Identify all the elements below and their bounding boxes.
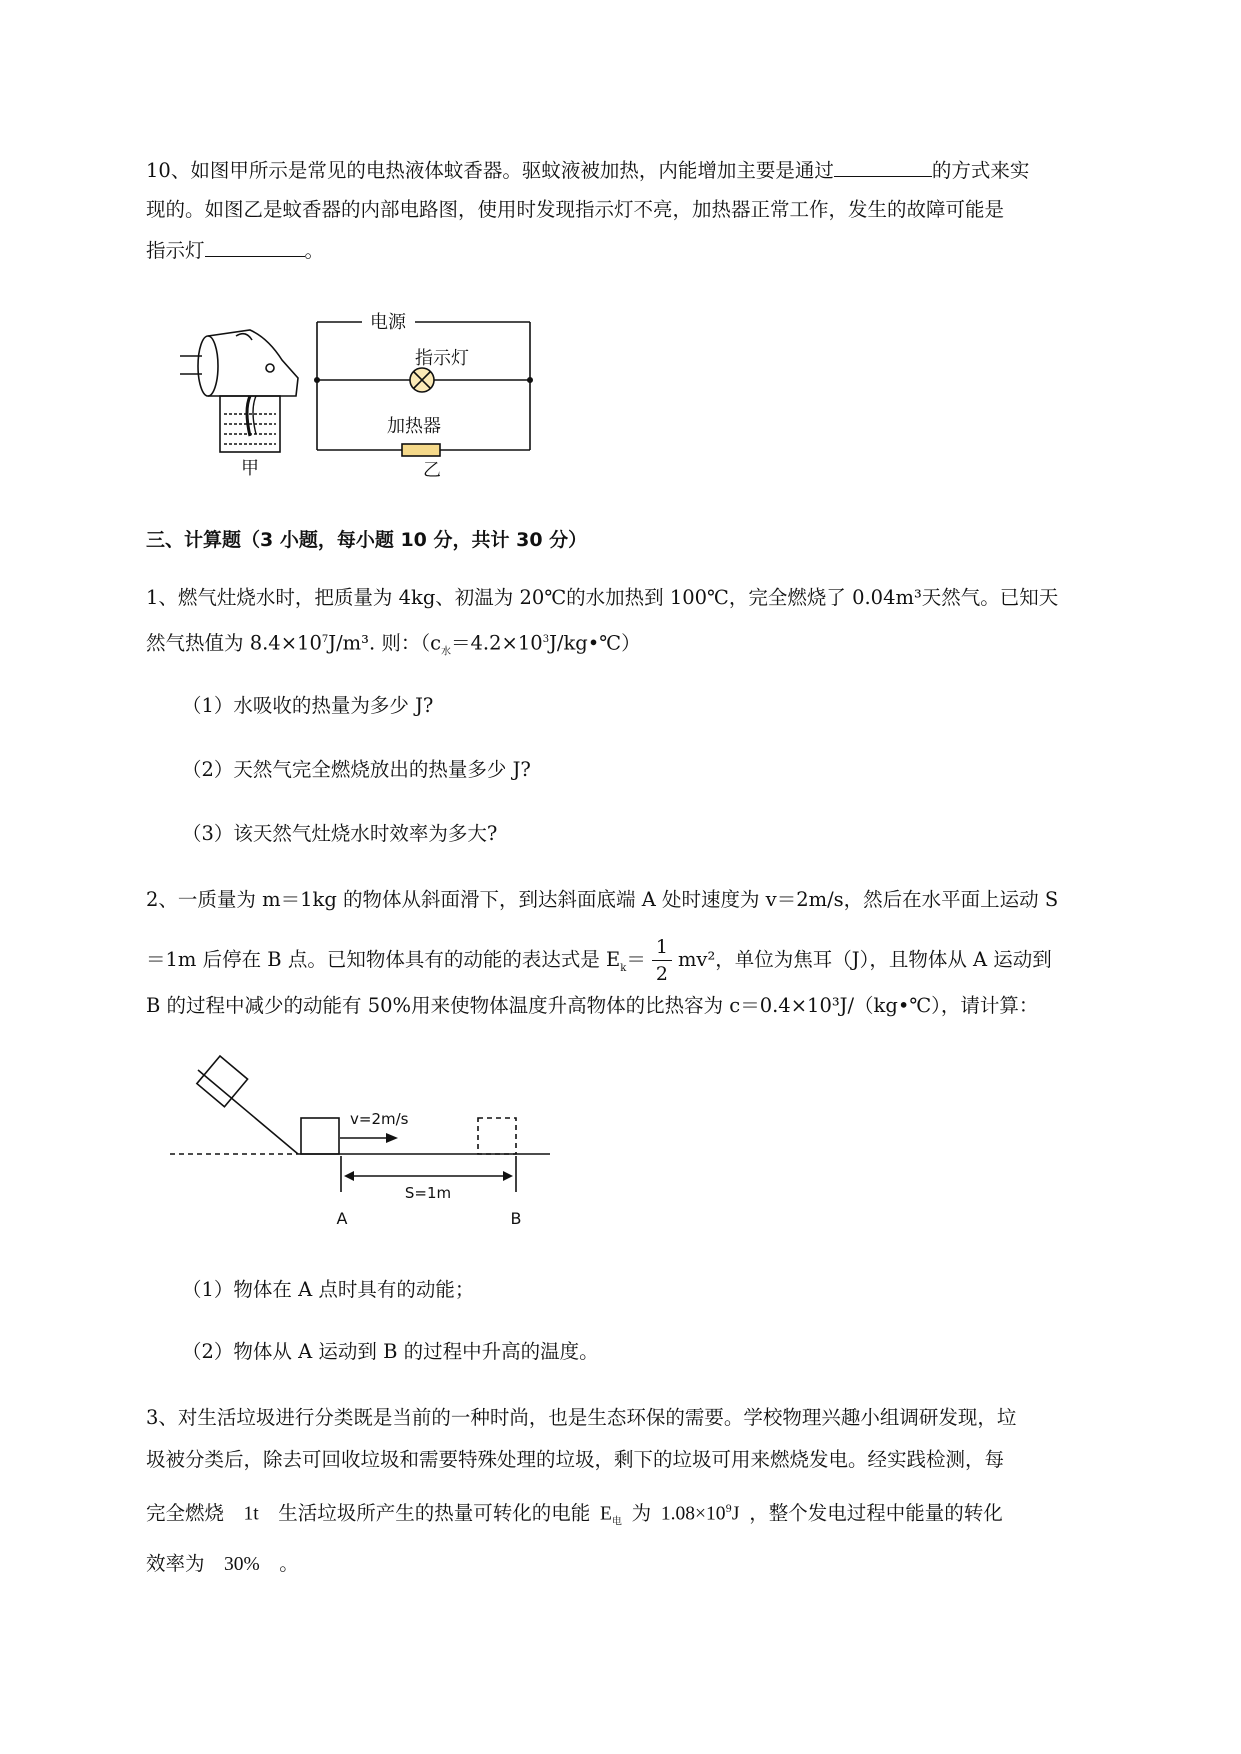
heater-resistor [402,444,440,456]
label-power: 电源 [370,312,406,333]
point-a-label: A [336,1209,348,1228]
p1-question-3: （3）该天然气灶烧水时效率为多大? [182,822,498,845]
point-b-label: B [510,1209,522,1228]
q10-text-3b: 。 [304,239,325,262]
label-heater: 加热器 [387,416,441,437]
p3-energy-value: 1.08×10 [660,1503,726,1525]
q10-line-3 [146,236,1146,265]
distance-arrowhead-right [503,1171,513,1181]
incline-line [198,1070,298,1154]
p2-line-2 [146,934,1146,987]
p3-energy-unit: J [731,1503,740,1525]
p2-question-2: （2）物体从 A 运动到 B 的过程中升高的温度。 [182,1340,599,1363]
q10-line-2: 现的。如图乙是蚊香器的内部电路图，使用时发现指示灯不亮，加热器正常工作，发生的故障可能是 [146,198,1005,221]
p3-text-4a: 效率为 [146,1552,205,1575]
answer-blank-1[interactable] [834,156,932,177]
distance-label: S=1m [404,1184,452,1202]
junction-right [527,377,533,383]
p3-text-3b: 生活垃圾所产生的热量可转化的电能 [278,1501,591,1525]
p3-energy-sub: 电 [611,1516,622,1528]
block-at-a [301,1118,339,1154]
q10-line-1 [146,156,1146,185]
figure-incline-motion [170,1052,570,1232]
distance-arrowhead-left [344,1171,354,1181]
section-heading: 三、计算题（3 小题，每小题 10 分，共计 30 分） [146,529,588,551]
p2-text-2c: mv²，单位为焦耳（J），且物体从 A 运动到 [677,948,1052,971]
p3-text-3c: 为 [631,1501,652,1525]
p2-line-1: 2、一质量为 m＝1kg 的物体从斜面滑下，到达斜面底端 A 处时速度为 v＝2m/s，然后在水平面上运动 S [146,888,1059,911]
answer-blank-2[interactable] [205,236,305,257]
junction-left [314,377,320,383]
p2-text-2b: ＝ [626,948,646,971]
p2-question-1: （1）物体在 A 点时具有的动能； [182,1278,475,1301]
p1-sub-water: 水 [441,646,452,658]
mosquito-heater-device [180,330,298,452]
q10-text-3a: 指示灯 [146,239,205,262]
p1-question-2: （2）天然气完全燃烧放出的热量多少 J? [182,758,531,781]
q10-text-1a: 10、如图甲所示是常见的电热液体蚊香器。驱蚊液被加热，内能增加主要是通过 [146,159,834,182]
p1-line-1: 1、燃气灶烧水时，把质量为 4kg、初温为 20℃的水加热到 100℃，完全燃烧了 0.04m³天然气。已知天 [146,586,1059,609]
p2-line-3: B 的过程中减少的动能有 50%用来使物体温度升高物体的比热容为 c＝0.4×10³J/（kg•℃），请计算： [146,994,1039,1017]
fraction-denominator: 2 [655,963,668,985]
p1-text-2b: J/m³. 则：（c [328,631,442,655]
p3-line-4 [146,1550,1146,1579]
p1-text-2d: J/kg•℃） [549,631,641,655]
p1-line-2 [146,626,1146,666]
p1-question-1: （1）水吸收的热量为多少 J? [182,694,434,717]
p1-text-2a: 然气热值为 8.4×10 [146,631,322,655]
p3-line-3 [146,1496,1146,1536]
p2-text-2a: ＝1m 后停在 B 点。已知物体具有的动能的表达式是 E [146,948,621,971]
p3-mass: 1t [243,1503,259,1525]
q10-text-1b: 的方式来实 [931,159,1030,182]
p1-exp-1: 7 [321,634,329,645]
velocity-label: v=2m/s [350,1110,409,1128]
figure-heater-circuit [170,300,550,480]
p3-text-3a: 完全燃烧 [146,1501,225,1525]
p3-efficiency: 30% [224,1554,260,1575]
p3-line-1: 3、对生活垃圾进行分类既是当前的一种时尚，也是生态环保的需要。学校物理兴趣小组调研发现，垃 [146,1406,1017,1429]
p3-energy-exp: 9 [725,1504,732,1515]
velocity-arrowhead [386,1133,398,1143]
p2-sub-k: k [620,962,627,974]
p3-text-4b: 。 [279,1552,299,1575]
block-on-incline [197,1056,248,1107]
p3-line-2: 圾被分类后，除去可回收垃圾和需要特殊处理的垃圾，剩下的垃圾可用来燃烧发电。经实践检测，每 [146,1448,1005,1471]
p3-text-3d: ，整个发电过程中能量的转化 [749,1501,1003,1525]
block-at-b-dashed [478,1118,516,1154]
fraction-numerator: 1 [652,934,672,961]
fraction-one-half [652,934,672,987]
lamp-symbol [410,368,434,392]
label-jia: 甲 [241,458,259,479]
p1-text-2c: ＝4.2×10 [451,631,543,655]
p1-exp-2: 3 [542,634,550,645]
label-yi: 乙 [423,460,441,480]
p3-energy-symbol: E [599,1503,612,1525]
label-lamp: 指示灯 [415,348,469,369]
